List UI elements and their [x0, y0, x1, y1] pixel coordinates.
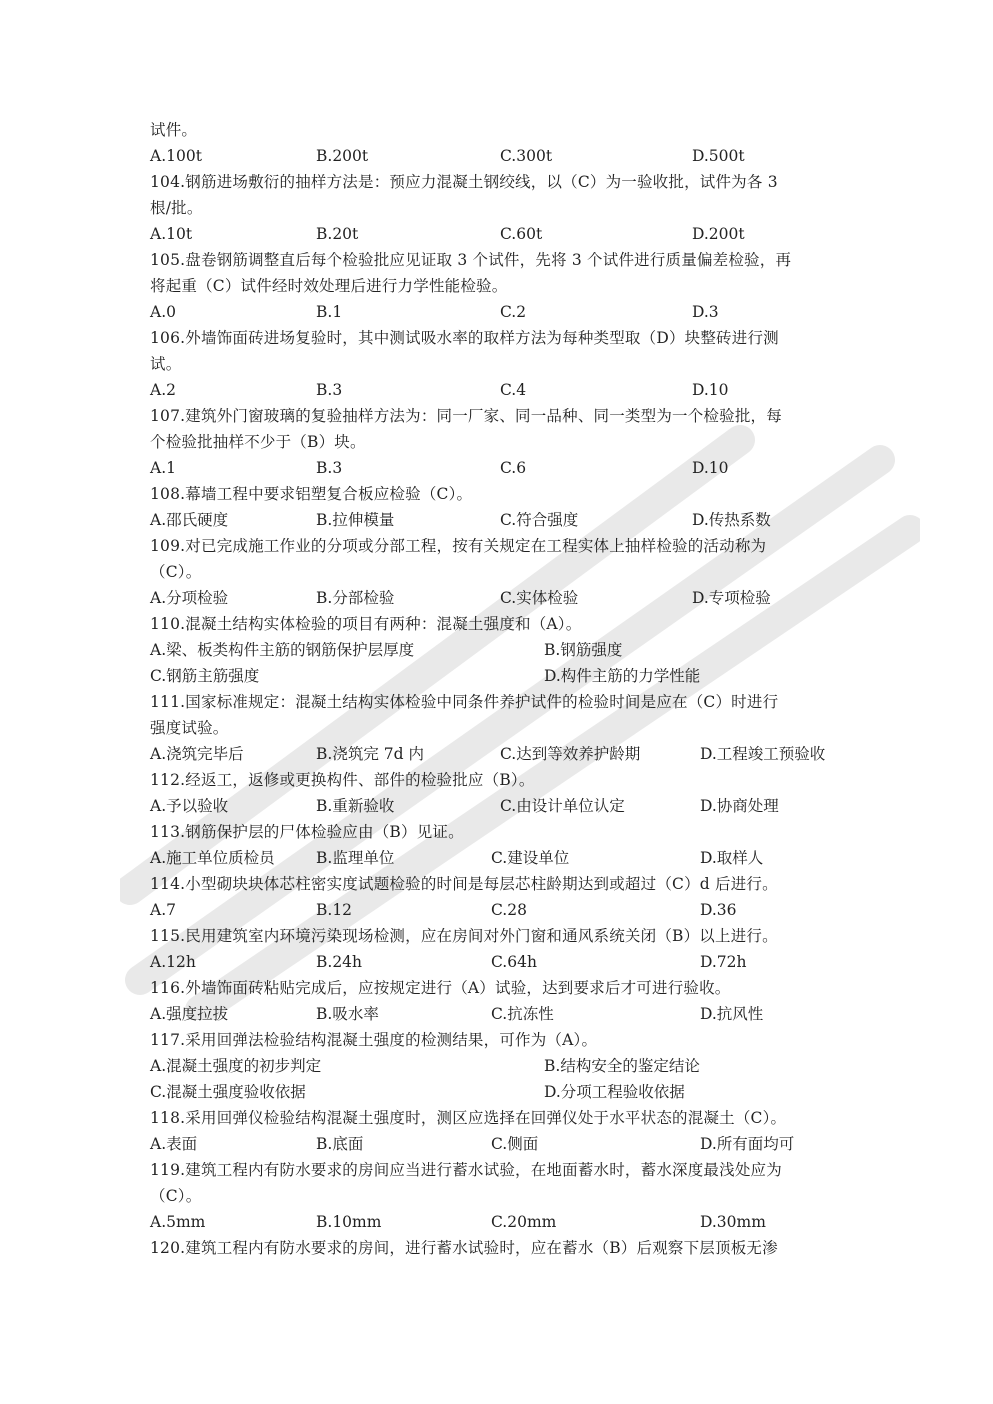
- answer-option: D.所有面均可: [700, 1135, 795, 1153]
- answer-option: A.表面: [150, 1135, 198, 1153]
- answer-option: D.10: [692, 459, 729, 477]
- answer-options-row: [150, 1209, 848, 1235]
- answer-option: A.混凝土强度的初步判定: [150, 1057, 322, 1075]
- answer-option: C.28: [491, 901, 527, 919]
- answer-option: D.专项检验: [692, 589, 771, 607]
- question-line: 118.采用回弹仪检验结构混凝土强度时，测区应选择在回弹仪处于水平状态的混凝土（C）。: [150, 1109, 787, 1127]
- answer-options-row: [150, 1053, 848, 1079]
- answer-option: A.分项检验: [150, 589, 229, 607]
- answer-option: C.混凝土强度验收依据: [150, 1083, 306, 1101]
- answer-option: D.工程竣工预验收: [700, 745, 826, 763]
- answer-options-row: [150, 507, 848, 533]
- answer-option: C.实体检验: [500, 589, 579, 607]
- answer-option: C.侧面: [491, 1135, 539, 1153]
- answer-option: D.200t: [692, 225, 745, 243]
- answer-option: B.分部检验: [316, 589, 395, 607]
- answer-option: A.邵氏硬度: [150, 511, 229, 529]
- answer-option: C.建设单位: [491, 849, 570, 867]
- answer-option: C.6: [500, 459, 527, 477]
- answer-options-row: [150, 845, 848, 871]
- answer-options-row: [150, 1131, 848, 1157]
- answer-option: C.符合强度: [500, 511, 579, 529]
- answer-option: D.传热系数: [692, 511, 771, 529]
- answer-option: C.钢筋主筋强度: [150, 667, 260, 685]
- answer-option: A.梁、板类构件主筋的钢筋保护层厚度: [150, 641, 415, 659]
- question-continuation: 试件。: [150, 121, 198, 139]
- answer-option: C.2: [500, 303, 527, 321]
- answer-option: C.抗冻性: [491, 1005, 554, 1023]
- question-line: 112.经返工，返修或更换构件、部件的检验批应（B）。: [150, 771, 535, 789]
- answer-option: A.强度拉拔: [150, 1005, 229, 1023]
- answer-options-row: [150, 637, 848, 663]
- question-line: （C）。: [150, 1187, 202, 1205]
- answer-options-row: [150, 1079, 848, 1105]
- answer-option: C.4: [500, 381, 527, 399]
- answer-options-row: [150, 143, 848, 169]
- answer-option: B.24h: [316, 953, 363, 971]
- question-line: 114.小型砌块块体芯柱密实度试题检验的时间是每层芯柱龄期达到或超过（C）d 后进行。: [150, 875, 778, 893]
- question-line: （C）。: [150, 563, 202, 581]
- answer-option: A.予以验收: [150, 797, 229, 815]
- answer-options-row: [150, 663, 848, 689]
- answer-options-row: [150, 455, 848, 481]
- answer-option: A.7: [150, 901, 176, 919]
- answer-option: B.12: [316, 901, 353, 919]
- question-line: 117.采用回弹法检验结构混凝土强度的检测结果，可作为（A）。: [150, 1031, 598, 1049]
- answer-option: C.300t: [500, 147, 553, 165]
- answer-option: C.达到等效养护龄期: [500, 745, 641, 763]
- question-line: 107.建筑外门窗玻璃的复验抽样方法为：同一厂家、同一品种、同一类型为一个检验批，每: [150, 407, 782, 425]
- document-page: [150, 117, 848, 1261]
- answer-option: A.2: [150, 381, 176, 399]
- answer-option: D.72h: [700, 953, 747, 971]
- question-line: 104.钢筋进场敷衍的抽样方法是：预应力混凝土钢绞线，以（C）为一验收批，试件为各 3: [150, 173, 778, 191]
- question-line: 120.建筑工程内有防水要求的房间，进行蓄水试验时，应在蓄水（B）后观察下层顶板无渗: [150, 1239, 778, 1257]
- answer-options-row: [150, 377, 848, 403]
- answer-option: C.由设计单位认定: [500, 797, 625, 815]
- question-line: 113.钢筋保护层的尸体检验应由（B）见证。: [150, 823, 464, 841]
- answer-option: D.分项工程验收依据: [544, 1083, 685, 1101]
- answer-option: B.结构安全的鉴定结论: [544, 1057, 700, 1075]
- answer-option: D.36: [700, 901, 737, 919]
- answer-options-row: [150, 1001, 848, 1027]
- answer-option: B.200t: [316, 147, 369, 165]
- answer-option: B.1: [316, 303, 343, 321]
- answer-option: A.0: [150, 303, 176, 321]
- answer-option: D.3: [692, 303, 719, 321]
- question-line: 试。: [150, 355, 182, 373]
- answer-option: B.吸水率: [316, 1005, 379, 1023]
- answer-option: D.构件主筋的力学性能: [544, 667, 701, 685]
- question-line: 109.对已完成施工作业的分项或分部工程，按有关规定在工程实体上抽样检验的活动称为: [150, 537, 767, 555]
- answer-options-row: [150, 585, 848, 611]
- answer-option: C.60t: [500, 225, 543, 243]
- answer-option: B.底面: [316, 1135, 364, 1153]
- answer-option: B.3: [316, 459, 343, 477]
- question-line: 110.混凝土结构实体检验的项目有两种：混凝土强度和（A）。: [150, 615, 582, 633]
- answer-option: B.10mm: [316, 1213, 382, 1231]
- answer-options-row: [150, 221, 848, 247]
- answer-option: A.1: [150, 459, 176, 477]
- question-line: 根/批。: [150, 199, 203, 217]
- question-line: 111.国家标准规定：混凝土结构实体检验中同条件养护试件的检验时间是应在（C）时进行: [150, 693, 779, 711]
- answer-option: A.5mm: [150, 1213, 206, 1231]
- answer-option: C.20mm: [491, 1213, 557, 1231]
- answer-option: A.施工单位质检员: [150, 849, 275, 867]
- answer-option: B.20t: [316, 225, 359, 243]
- question-line: 106.外墙饰面砖进场复验时，其中测试吸水率的取样方法为每种类型取（D）块整砖进行测: [150, 329, 779, 347]
- answer-options-row: [150, 793, 848, 819]
- answer-options-row: [150, 949, 848, 975]
- answer-option: B.钢筋强度: [544, 641, 623, 659]
- answer-options-row: [150, 299, 848, 325]
- answer-option: B.浇筑完 7d 内: [316, 745, 424, 763]
- question-line: 将起重（C）试件经时效处理后进行力学性能检验。: [150, 277, 508, 295]
- question-line: 强度试验。: [150, 719, 229, 737]
- answer-option: B.拉伸模量: [316, 511, 395, 529]
- question-line: 105.盘卷钢筋调整直后每个检验批应见证取 3 个试件，先将 3 个试件进行质量偏差检验，再: [150, 251, 792, 269]
- answer-option: B.3: [316, 381, 343, 399]
- answer-option: D.协商处理: [700, 797, 779, 815]
- answer-option: A.100t: [150, 147, 202, 165]
- answer-option: C.64h: [491, 953, 537, 971]
- answer-option: D.500t: [692, 147, 745, 165]
- answer-option: B.监理单位: [316, 849, 395, 867]
- question-line: 115.民用建筑室内环境污染现场检测，应在房间对外门窗和通风系统关闭（B）以上进行。: [150, 927, 778, 945]
- question-line: 个检验批抽样不少于（B）块。: [150, 433, 366, 451]
- question-line: 108.幕墙工程中要求铝塑复合板应检验（C）。: [150, 485, 473, 503]
- answer-option: D.30mm: [700, 1213, 766, 1231]
- answer-option: D.10: [692, 381, 729, 399]
- answer-options-row: [150, 897, 848, 923]
- answer-options-row: [150, 741, 848, 767]
- answer-option: A.12h: [150, 953, 196, 971]
- question-line: 119.建筑工程内有防水要求的房间应当进行蓄水试验，在地面蓄水时，蓄水深度最浅处应为: [150, 1161, 782, 1179]
- question-line: 116.外墙饰面砖粘贴完成后，应按规定进行（A）试验，达到要求后才可进行验收。: [150, 979, 731, 997]
- answer-option: B.重新验收: [316, 797, 395, 815]
- answer-option: D.取样人: [700, 849, 764, 867]
- answer-option: D.抗风性: [700, 1005, 764, 1023]
- answer-option: A.浇筑完毕后: [150, 745, 244, 763]
- answer-option: A.10t: [150, 225, 193, 243]
